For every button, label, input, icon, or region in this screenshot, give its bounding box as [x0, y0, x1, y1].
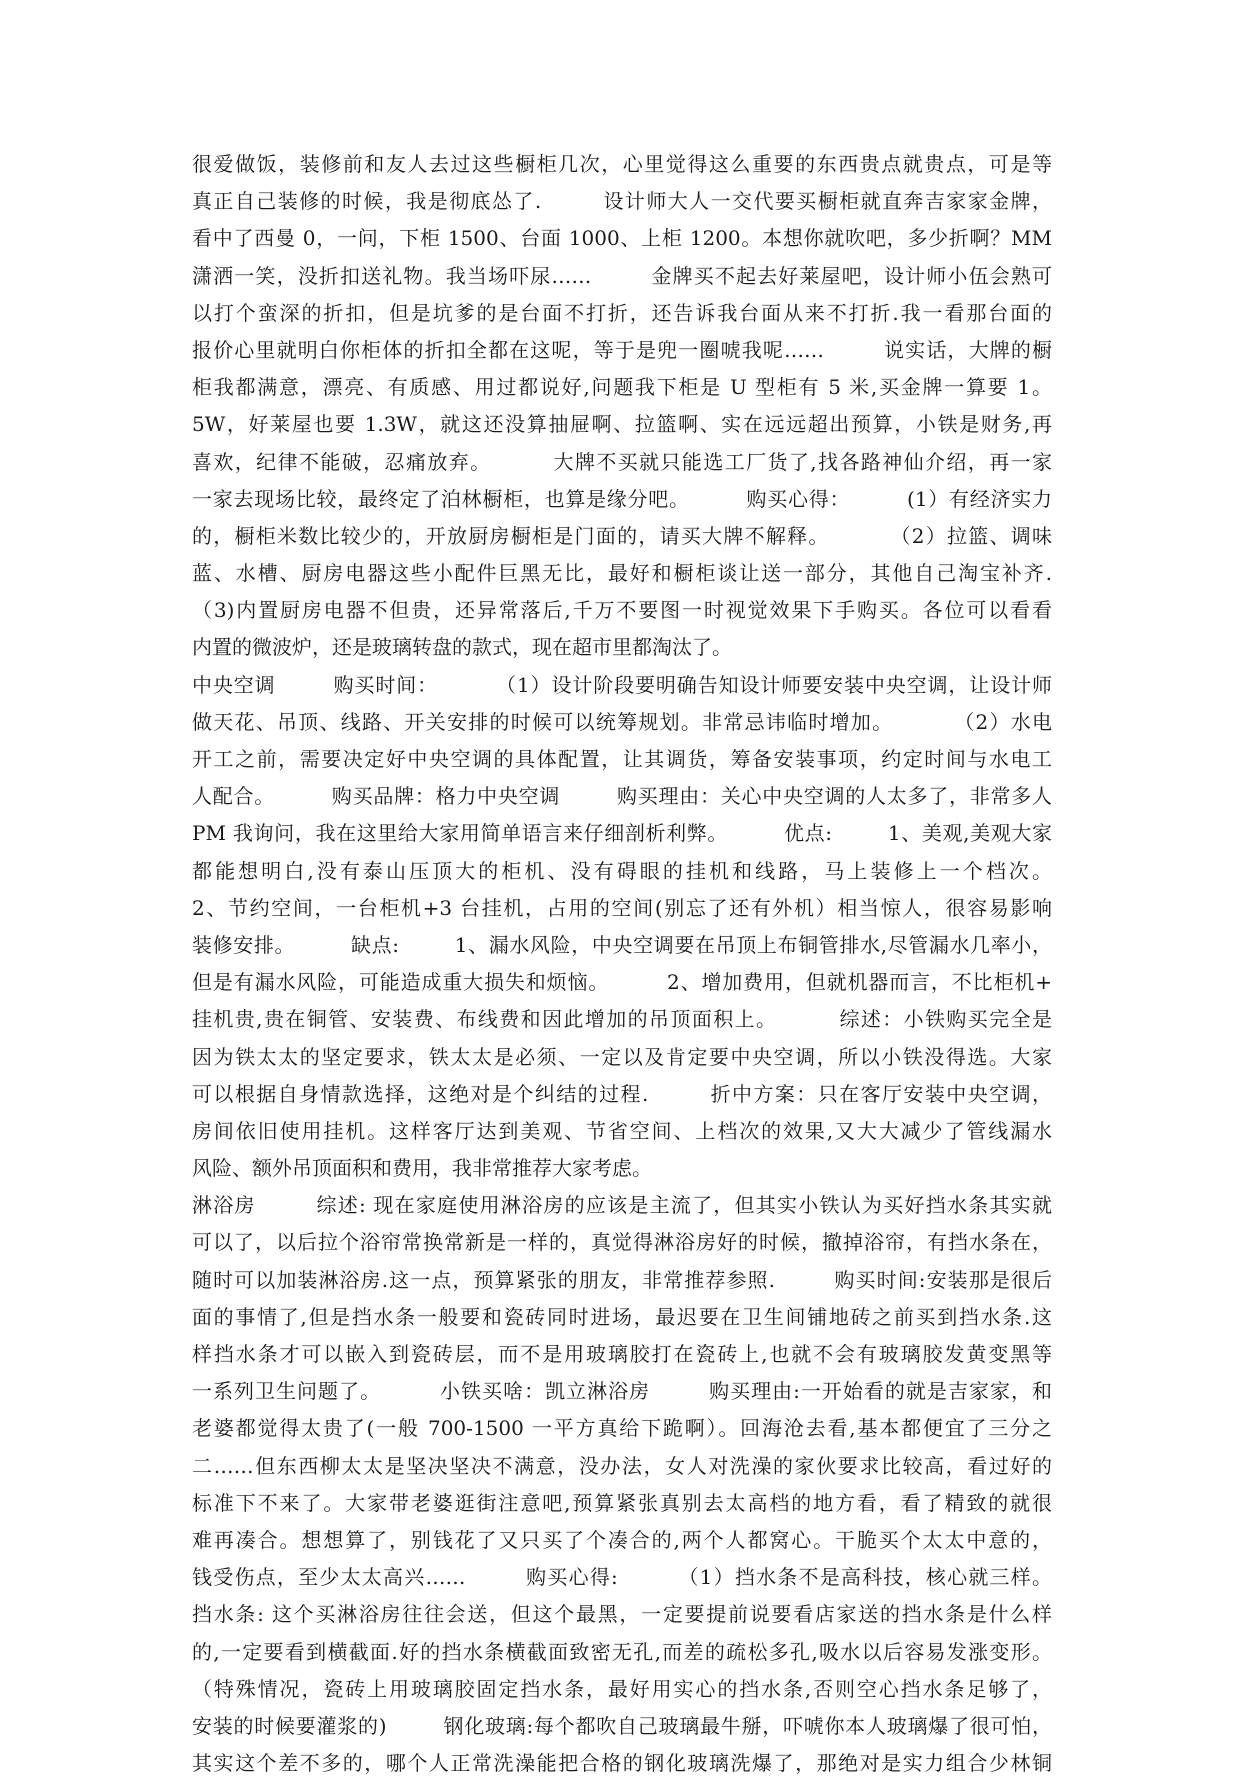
- text-line: 标准下不来了。大家带老婆逛街注意吧,预算紧张真别去太高档的地方看，看了精致的就很: [192, 1490, 1052, 1515]
- text-line: 挂机贵,贵在铜管、安装费、布线费和因此增加的吊顶面积上。 综述：小铁购买完全是: [192, 1007, 1052, 1032]
- document-body: [192, 146, 1052, 1782]
- text-line: 房间依旧使用挂机。这样客厅达到美观、节省空间、上档次的效果,又大大减少了管线漏水: [192, 1118, 1052, 1143]
- text-line: 装修安排。 缺点: 1、漏水风险，中央空调要在吊顶上布铜管排水,尽管漏水几率小，: [192, 932, 1052, 957]
- text-line: 报价心里就明白你柜体的折扣全都在这呢，等于是兜一圈唬我呢…… 说实话，大牌的橱: [192, 337, 1052, 362]
- text-line: 的，橱柜米数比较少的，开放厨房橱柜是门面的，请买大牌不解释。 （2）拉篮、调味: [192, 523, 1052, 548]
- text-line: 淋浴房 综述: 现在家庭使用淋浴房的应该是主流了，但其实小铁认为买好挡水条其实就: [192, 1193, 1052, 1218]
- text-line: 挡水条: 这个买淋浴房往往会送，但这个最黑，一定要提前说要看店家送的挡水条是什么样: [192, 1602, 1052, 1627]
- text-line: 面的事情了,但是挡水条一般要和瓷砖同时进场，最迟要在卫生间铺地砖之前买到挡水条.这: [192, 1304, 1052, 1329]
- text-line: 5W，好莱屋也要 1.3W，就这还没算抽屉啊、拉篮啊、实在远远超出预算，小铁是财务,再: [192, 412, 1052, 437]
- text-line: PM 我询问，我在这里给大家用简单语言来仔细剖析利弊。 优点: 1、美观,美观大家: [192, 821, 1052, 846]
- text-line: 看中了西曼 0，一问，下柜 1500、台面 1000、上柜 1200。本想你就吹吧，多少折啊？MM: [192, 226, 1052, 251]
- text-line: 开工之前，需要决定好中央空调的具体配置，让其调货，筹备安装事项，约定时间与水电工: [192, 747, 1052, 771]
- text-line: 钱受伤点，至少太太高兴…… 购买心得: （1）挡水条不是高科技，核心就三样。: [192, 1565, 1052, 1590]
- text-line: 安装的时候要灌浆的) 钢化玻璃:每个都吹自己玻璃最牛掰，吓唬你本人玻璃爆了很可怕，: [192, 1713, 1052, 1738]
- text-line: 潇洒一笑，没折扣送礼物。我当场吓尿…… 金牌买不起去好莱屋吧，设计师小伍会熟可: [192, 263, 1052, 288]
- text-line: 柜我都满意，漂亮、有质感、用过都说好,问题我下柜是 U 型柜有 5 米,买金牌一算要 1。: [192, 375, 1052, 400]
- text-line: 一家去现场比较，最终定了泊林橱柜，也算是缘分吧。 购买心得： (1）有经济实力: [192, 486, 1052, 511]
- text-line: 老婆都觉得太贵了(一般 700-1500 一平方真给下跪啊）。回海沧去看,基本都便宜了三分之: [192, 1416, 1052, 1441]
- text-line: 喜欢，纪律不能破，忍痛放弃。 大牌不买就只能选工厂货了,找各路神仙介绍，再一家: [192, 449, 1052, 474]
- text-line: 蓝、水槽、厨房电器这些小配件巨黑无比，最好和橱柜谈让送一部分，其他自己淘宝补齐.: [192, 561, 1052, 586]
- text-line: 2、节约空间，一台柜机+3 台挂机，占用的空间(别忘了还有外机）相当惊人，很容易影响: [192, 895, 1052, 920]
- text-line: 真正自己装修的时候，我是彻底怂了. 设计师大人一交代要买橱柜就直奔吉家家金牌，: [192, 189, 1052, 214]
- text-line: （特殊情况，瓷砖上用玻璃胶固定挡水条，最好用实心的挡水条,否则空心挡水条足够了，: [192, 1676, 1052, 1701]
- text-line: 的,一定要看到横截面.好的挡水条横截面致密无孔,而差的疏松多孔,吸水以后容易发涨变形。: [192, 1639, 1052, 1664]
- text-line: 以打个蛮深的折扣，但是坑爹的是台面不打折，还告诉我台面从来不打折.我一看那台面的: [192, 300, 1052, 325]
- text-line: 很爱做饭，装修前和友人去过这些橱柜几次，心里觉得这么重要的东西贵点就贵点，可是等: [192, 152, 1052, 176]
- text-line: 但是有漏水风险，可能造成重大损失和烦恼。 2、增加费用，但就机器而言，不比柜机+: [192, 970, 1052, 995]
- text-line: 可以根据自身情款选择，这绝对是个纠结的过程. 折中方案：只在客厅安装中央空调，: [192, 1081, 1052, 1106]
- text-line: 样挡水条才可以嵌入到瓷砖层，而不是用玻璃胶打在瓷砖上,也就不会有玻璃胶发黄变黑等: [192, 1342, 1052, 1366]
- text-line: 人配合。 购买品牌：格力中央空调 购买理由：关心中央空调的人太多了，非常多人: [192, 784, 1052, 809]
- text-line: 做天花、吊顶、线路、开关安排的时候可以统筹规划。非常忌讳临时增加。 （2）水电: [192, 709, 1052, 734]
- text-line: 中央空调 购买时间： （1）设计阶段要明确告知设计师要安装中央空调，让设计师: [192, 672, 1052, 697]
- text-line: 一系列卫生问题了。 小铁买啥：凯立淋浴房 购买理由:一开始看的就是吉家家，和: [192, 1379, 1052, 1404]
- text-line: 可以了，以后拉个浴帘常换常新是一样的，真觉得淋浴房好的时候，撤掉浴帘，有挡水条在，: [192, 1230, 1052, 1255]
- text-line: 其实这个差不多的，哪个人正常洗澡能把合格的钢化玻璃洗爆了，那绝对是实力组合少林铜: [192, 1751, 1052, 1776]
- text-line: 风险、额外吊顶面积和费用，我非常推荐大家考虑。: [192, 1156, 652, 1181]
- text-line: 都能想明白,没有泰山压顶大的柜机、没有碍眼的挂机和线路，马上装修上一个档次。: [192, 858, 1052, 883]
- text-line: 因为铁太太的坚定要求，铁太太是必须、一定以及肯定要中央空调，所以小铁没得选。大家: [192, 1044, 1052, 1069]
- text-line: 内置的微波炉，还是玻璃转盘的款式，现在超市里都淘汰了。: [192, 635, 732, 660]
- text-line: 随时可以加装淋浴房.这一点，预算紧张的朋友，非常推荐参照. 购买时间:安装那是很后: [192, 1267, 1052, 1292]
- text-line: 难再凑合。想想算了，别钱花了又只买了个凑合的,两个人都窝心。干脆买个太太中意的，: [192, 1527, 1052, 1552]
- text-line: 二……但东西柳太太是坚决坚决不满意，没办法，女人对洗澡的家伙要求比较高，看过好的: [192, 1453, 1052, 1478]
- text-line: （3)内置厨房电器不但贵，还异常落后,千万不要图一时视觉效果下手购买。各位可以看看: [192, 598, 1052, 623]
